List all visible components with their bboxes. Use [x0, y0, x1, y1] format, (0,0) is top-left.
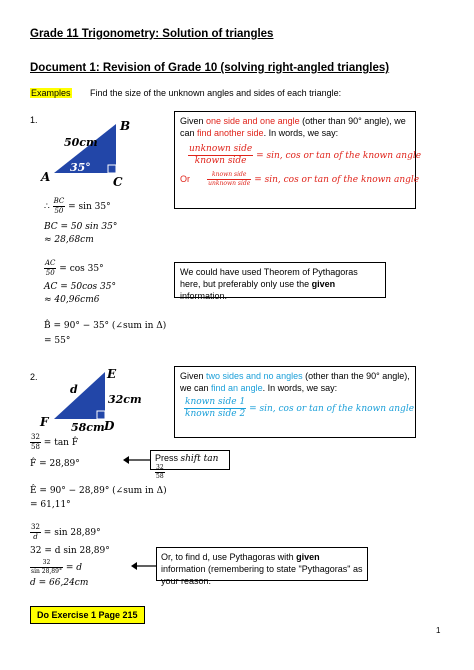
ex1-working-line-6: ≈ 40,96cm6: [44, 295, 100, 305]
ex2-working-line-5: $\frac{32}{d}$ = sin 28,89°: [31, 523, 101, 541]
angle-label-35: 35°: [70, 161, 91, 174]
ex2-working-line-7: $\frac{32}{\sin 28,89^\circ}$ = d: [31, 559, 82, 575]
side-label-32cm: 32cm: [108, 393, 142, 406]
example-1-number: 1.: [30, 115, 38, 125]
ex2-working-line-4: = 61,11°: [30, 500, 71, 510]
vertex-d-label: D: [104, 419, 115, 433]
arrow-to-pythagoras-note: [130, 559, 158, 573]
arrow-to-calculator-note: [122, 452, 152, 466]
ex2-working-line-1: $\frac{32}{58}$ = tan F̂: [31, 433, 79, 451]
ex2-working-line-6: 32 = d sin 28,89°: [30, 546, 110, 556]
ex2-working-line-8: d = 66,24cm: [30, 578, 89, 588]
calculator-note-box: Press shift tan $\frac{32}{58}$: [150, 450, 230, 470]
ex1-working-line-4: $\frac{AC}{50}$ = cos 35°: [45, 259, 104, 277]
ex2-working-line-3: Ê = 90° − 28,89° (∠sum in Δ): [30, 486, 167, 496]
triangle-abc-diagram: [40, 118, 140, 198]
side-label-50cm: 50cm: [64, 136, 98, 149]
ex2-working-line-2: F̂ = 28,89°: [30, 459, 80, 469]
rule-box-1-formula-2: Or $\frac{\text{known side}}{\text{unknown side}}$ = sin, cos or tan of the known angle: [180, 171, 420, 187]
exercise-callout: Do Exercise 1 Page 215: [30, 606, 145, 624]
rule-box-3-formula: $\frac{\text{known side 1}}{\text{known side 2}}$ = sin, cos or tan of the known angle: [185, 397, 415, 419]
rule-box-two-sides: [174, 366, 416, 438]
examples-label: Examples: [31, 88, 71, 98]
rule-box-1-text: Given one side and one angle (other than 90° angle), we can find another side. In words, we say:: [180, 116, 406, 138]
ex1-working-line-2: BC = 50 sin 35°: [44, 222, 118, 232]
ex1-working-line-8: = 55°: [44, 336, 71, 346]
side-label-58cm: 58cm: [71, 421, 105, 434]
page-number: 1: [436, 626, 441, 635]
ex1-working-line-1: ∴ $\frac{BC}{50}$ = sin 35°: [44, 197, 111, 215]
rule-box-one-side-one-angle: [174, 111, 422, 209]
page-title: Grade 11 Trigonometry: Solution of triangles: [30, 28, 274, 40]
instruction: Find the size of the unknown angles and sides of each triangle:: [90, 88, 342, 98]
rule-box-3-text: Given two sides and no angles (other than the 90° angle), we can find an angle. In words, we say:: [180, 371, 410, 393]
vertex-f-label: F: [40, 415, 49, 429]
rule-box-1-formula-1: $\frac{\text{unknown side}}{\text{known side}}$ = sin, cos or tan of the known angle: [189, 144, 422, 166]
side-label-d: d: [70, 383, 78, 396]
vertex-a-label: A: [41, 170, 51, 184]
pythagoras-note-box: We could have used Theorem of Pythagoras here, but preferably only use the given information.: [174, 262, 386, 298]
ex1-working-line-7: B̂ = 90° − 35° (∠sum in Δ): [44, 321, 167, 331]
vertex-b-label: B: [120, 119, 131, 133]
document-subtitle: Document 1: Revision of Grade 10 (solving right-angled triangles): [30, 62, 390, 74]
vertex-e-label: E: [107, 367, 117, 381]
example-2-number: 2.: [30, 372, 38, 382]
pythagoras-method-box: Or, to find d, use Pythagoras with given information (remembering to state "Pythagoras" as your reason.: [156, 547, 368, 581]
triangle-def-diagram: [36, 366, 146, 438]
vertex-c-label: C: [113, 175, 123, 189]
ex1-working-line-3: ≈ 28,68cm: [44, 235, 94, 245]
ex1-working-line-5: AC = 50cos 35°: [44, 282, 116, 292]
